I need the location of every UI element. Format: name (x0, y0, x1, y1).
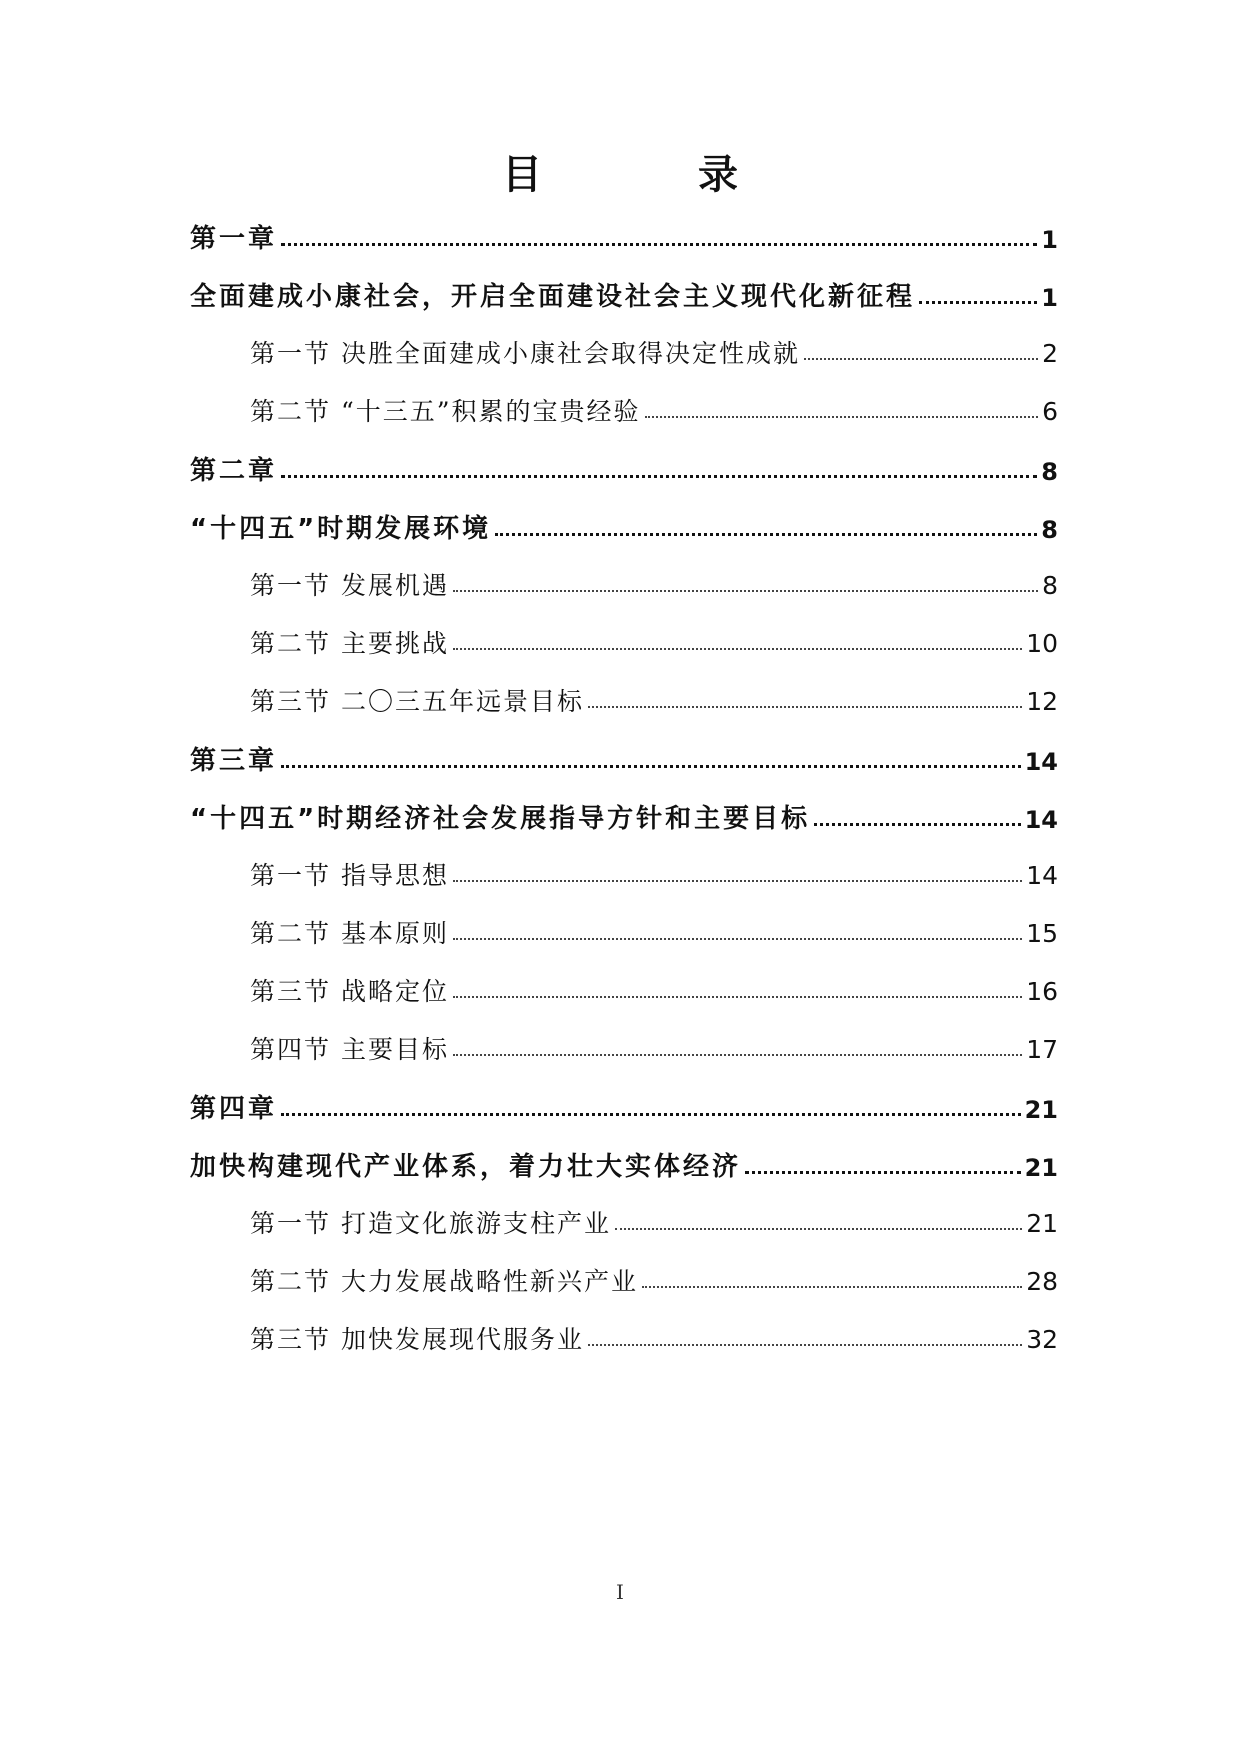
toc-leader-dots (495, 533, 1037, 536)
toc-leader-dots (281, 765, 1021, 768)
toc-entry-page: 1 (1041, 284, 1058, 312)
toc-entry-label: 全面建成小康社会，开启全面建设社会主义现代化新征程 (190, 282, 916, 312)
toc-entry-page: 14 (1026, 861, 1058, 890)
toc-entry-section[interactable] (250, 1202, 1058, 1236)
toc-entry-label: 第一节 发展机遇 (250, 571, 449, 600)
toc-entry-page: 32 (1026, 1325, 1058, 1354)
toc-entry-section[interactable] (250, 680, 1058, 714)
toc-entry-page: 8 (1041, 458, 1058, 486)
toc-entry-page: 14 (1024, 748, 1058, 776)
toc-entry-page: 21 (1024, 1096, 1058, 1124)
toc-leader-dots (642, 1286, 1022, 1288)
toc-entry-section[interactable] (250, 622, 1058, 656)
toc-entry-section[interactable] (250, 564, 1058, 598)
toc-entry-chapter-1[interactable] (190, 218, 1058, 252)
toc-entry-section[interactable] (250, 1318, 1058, 1352)
toc-entry-label: 第二节 基本原则 (250, 919, 449, 948)
toc-entry-page: 28 (1026, 1267, 1058, 1296)
toc-leader-dots (615, 1228, 1022, 1230)
toc-entry-label: 第三章 (190, 746, 278, 776)
toc-entry-page: 14 (1024, 806, 1058, 834)
toc-entry-section[interactable] (250, 1260, 1058, 1294)
toc-leader-dots (919, 301, 1037, 304)
toc-leader-dots (281, 243, 1037, 246)
toc-entry-section[interactable] (250, 332, 1058, 366)
toc-entry-page: 2 (1042, 339, 1058, 368)
toc-entry-chapter-2[interactable] (190, 450, 1058, 484)
toc-entry-label: 第三节 二〇三五年远景目标 (250, 687, 584, 716)
toc-entry-chapter-4-title[interactable] (190, 1146, 1058, 1180)
toc-entry-chapter-3-title[interactable] (190, 798, 1058, 832)
toc-entry-chapter-2-title[interactable] (190, 508, 1058, 542)
toc-entry-chapter-4[interactable] (190, 1088, 1058, 1122)
toc-entry-chapter-3[interactable] (190, 740, 1058, 774)
toc-entry-page: 8 (1041, 516, 1058, 544)
toc-leader-dots (645, 416, 1039, 418)
toc-leader-dots (453, 938, 1022, 940)
toc-entry-label: 第二节 大力发展战略性新兴产业 (250, 1267, 638, 1296)
toc-entry-section[interactable] (250, 854, 1058, 888)
page-number-footer: I (616, 1580, 624, 1604)
toc-entry-label: 第三节 加快发展现代服务业 (250, 1325, 584, 1354)
toc-entry-section[interactable] (250, 970, 1058, 1004)
toc-entry-page: 1 (1041, 226, 1058, 254)
toc-entry-label: 第四章 (190, 1094, 278, 1124)
toc-entry-page: 17 (1026, 1035, 1058, 1064)
toc-entry-label: 第四节 主要目标 (250, 1035, 449, 1064)
toc-leader-dots (453, 648, 1022, 650)
toc-entry-page: 16 (1026, 977, 1058, 1006)
toc-entry-label: 第二节 主要挑战 (250, 629, 449, 658)
toc-entry-label: 第一章 (190, 224, 278, 254)
toc-leader-dots (281, 1113, 1021, 1116)
toc-entry-label: 第一节 打造文化旅游支柱产业 (250, 1209, 611, 1238)
toc-leader-dots (453, 880, 1022, 882)
toc-entry-section[interactable] (250, 390, 1058, 424)
toc-leader-dots (588, 1344, 1022, 1346)
toc-leader-dots (453, 590, 1038, 592)
toc-entry-label: 第二节 “十三五”积累的宝贵经验 (250, 397, 641, 426)
toc-entry-section[interactable] (250, 912, 1058, 946)
toc-leader-dots (745, 1171, 1021, 1174)
toc-leader-dots (281, 475, 1037, 478)
toc-entry-page: 15 (1026, 919, 1058, 948)
toc-entry-page: 8 (1042, 571, 1058, 600)
toc-entry-section[interactable] (250, 1028, 1058, 1062)
toc-leader-dots (804, 358, 1038, 360)
toc-entry-label: 第三节 战略定位 (250, 977, 449, 1006)
toc-entry-label: 第一节 指导思想 (250, 861, 449, 890)
toc-leader-dots (588, 706, 1022, 708)
toc-entry-label: “十四五”时期经济社会发展指导方针和主要目标 (190, 804, 811, 834)
toc-entry-label: 第一节 决胜全面建成小康社会取得决定性成就 (250, 339, 800, 368)
toc-entry-page: 21 (1026, 1209, 1058, 1238)
page-title: 目 录 (502, 151, 796, 198)
toc-entry-page: 21 (1024, 1154, 1058, 1182)
toc-entry-page: 12 (1026, 687, 1058, 716)
toc-leader-dots (453, 996, 1022, 998)
toc-entry-label: 第二章 (190, 456, 278, 486)
toc-entry-chapter-1-title[interactable] (190, 276, 1058, 310)
toc-entry-label: 加快构建现代产业体系，着力壮大实体经济 (190, 1152, 742, 1182)
toc-leader-dots (814, 823, 1020, 826)
toc-entry-label: “十四五”时期发展环境 (190, 514, 492, 544)
toc-leader-dots (453, 1054, 1022, 1056)
toc-entry-page: 6 (1042, 397, 1058, 426)
toc-entry-page: 10 (1026, 629, 1058, 658)
